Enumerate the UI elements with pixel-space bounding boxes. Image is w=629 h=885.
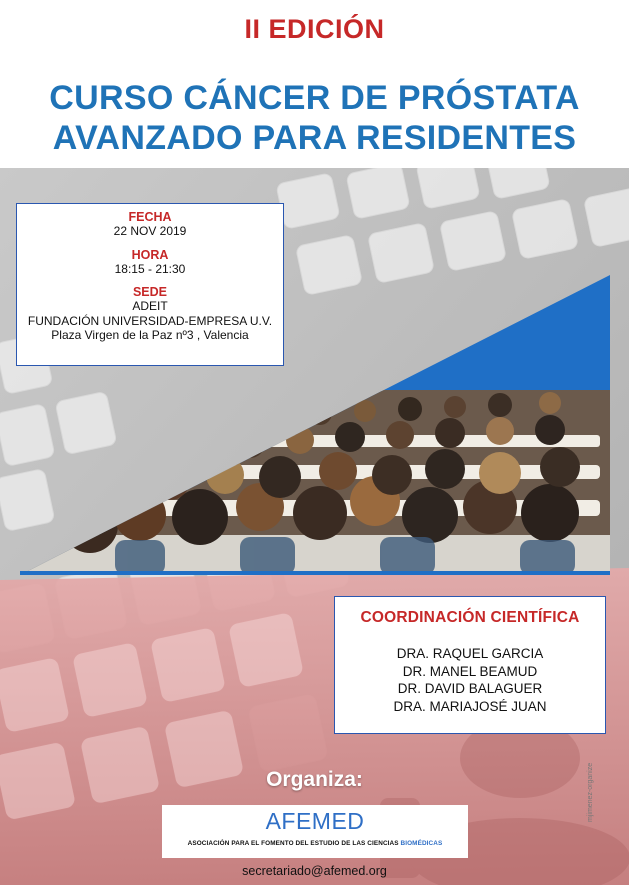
- coordinator-name: DRA. RAQUEL GARCIA: [396, 646, 544, 661]
- coordination-box: [334, 596, 606, 734]
- time-label: HORA: [131, 247, 169, 262]
- venue-label: SEDE: [132, 285, 168, 299]
- logo-subtitle: [162, 840, 468, 847]
- edition-label: II EDICIÓN: [244, 14, 385, 44]
- venue-line-2: FUNDACIÓN UNIVERSIDAD-EMPRESA U.V.: [27, 313, 273, 328]
- header: [0, 0, 629, 168]
- coordinator-name: DR. MANEL BEAMUD: [402, 663, 538, 679]
- logo-name: AFEMED: [265, 808, 365, 834]
- date-label: FECHA: [128, 210, 172, 224]
- contact-email[interactable]: secretariado@afemed.org: [242, 864, 387, 878]
- coordinator-name: DR. DAVID BALAGUER: [397, 681, 543, 696]
- time-block: [17, 248, 283, 277]
- event-info-box: [16, 203, 284, 366]
- coordinator-name: DRA. MARIAJOSÉ JUAN: [393, 698, 547, 714]
- title-line-1: CURSO CÁNCER DE PRÓSTATA: [49, 79, 580, 117]
- date-value: 22 NOV 2019: [113, 224, 187, 238]
- coordinator-list: [335, 645, 605, 715]
- venue-line-3: Plaza Virgen de la Paz nº3 , Valencia: [51, 328, 249, 342]
- organizer-label: Organiza:: [266, 768, 363, 791]
- logo-subtitle-main: ASOCIACIÓN PARA EL FOMENTO DEL ESTUDIO DE LAS CIENCIAS: [187, 840, 401, 847]
- designer-credit: mjimenez-organize: [587, 762, 594, 822]
- venue-line-1: ADEIT: [132, 299, 168, 313]
- afemed-logo: [162, 805, 468, 858]
- logo-subtitle-highlight: BIOMÉDICAS: [400, 840, 443, 847]
- date-block: [17, 210, 283, 239]
- title-line-2: AVANZADO PARA RESIDENTES: [52, 119, 577, 157]
- time-value: 18:15 - 21:30: [114, 261, 186, 276]
- venue-block: [17, 285, 283, 343]
- coordination-heading: COORDINACIÓN CIENTÍFICA: [360, 609, 580, 626]
